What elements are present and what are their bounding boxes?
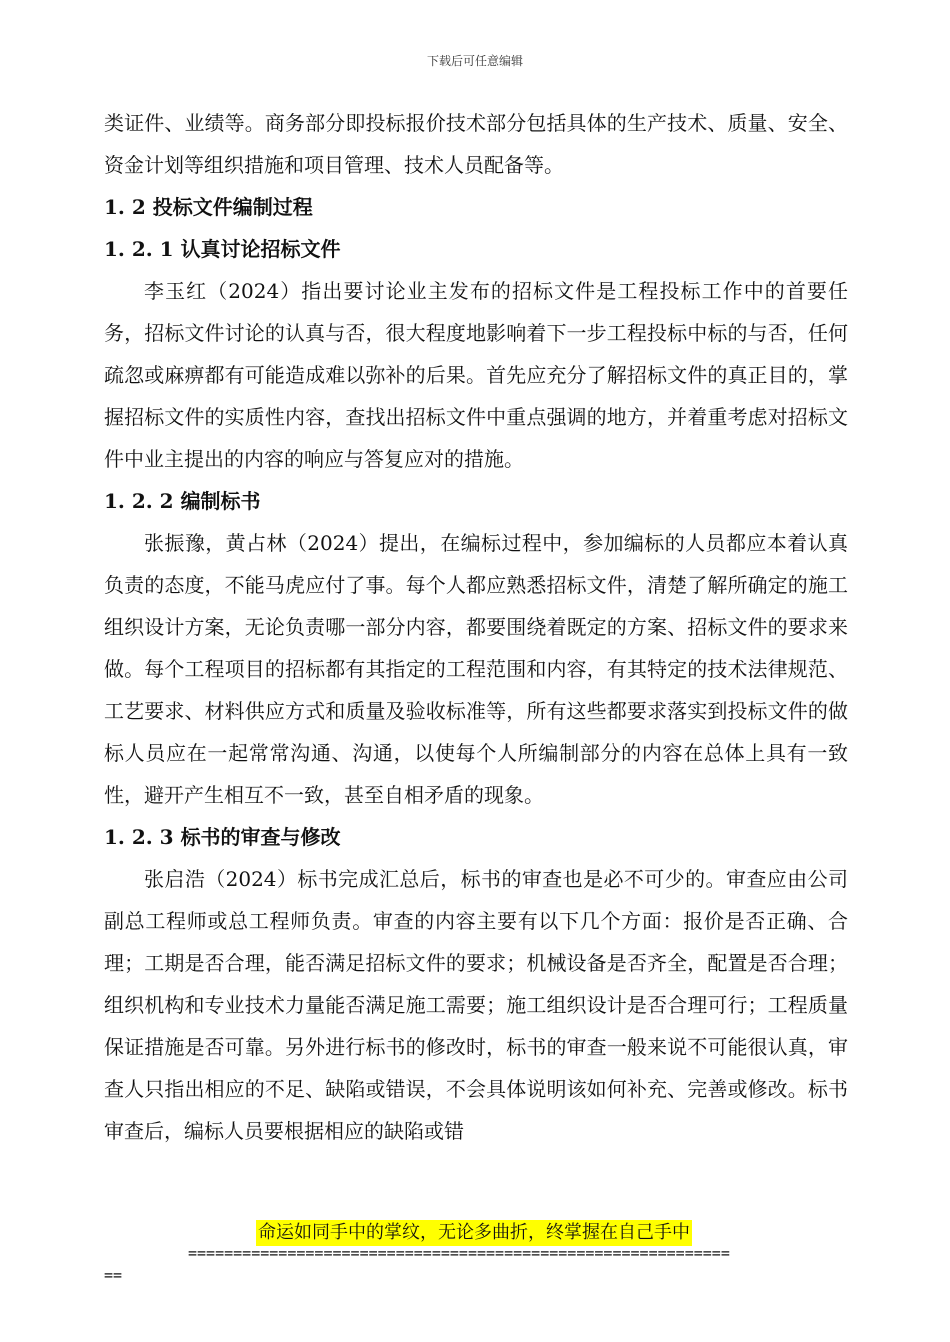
footer-motto: 命运如同手中的掌纹，无论多曲折，终掌握在自己手中: [256, 1220, 692, 1246]
footer-rule-line-end: ==: [104, 1266, 123, 1284]
page-header: 下载后可任意编辑: [426, 54, 523, 68]
section-heading-1-2-2: 1. 2. 2 编制标书: [104, 489, 261, 513]
footer-rule-line: ============================================================: [188, 1244, 730, 1262]
section-heading-1-2: 1. 2 投标文件编制过程: [104, 195, 313, 219]
section-heading-1-2-3: 1. 2. 3 标书的审查与修改: [104, 825, 341, 849]
paragraph-compile-bid: 张振豫，黄占林（2024）提出，在编标过程中，参加编标的人员都应本着认真负责的态度，不能马虎应付了事。每个人都应熟悉招标文件，清楚了解所确定的施工组织设计方案，无论负责哪一部分内容，都要围绕着既定的方案、招标文件的要求来做。每个工程项目的招标都有其指定的工程范围和内容，有其特定的技术法律规范、工艺要求、材料供应方式和质量及验收标准等，所有这些都要求落实到投标文件的做标人员应在一起常常沟通、沟通，以使每个人所编制部分的内容在总体上具有一致性，避开产生相互不一致，甚至自相矛盾的现象。: [104, 531, 848, 807]
paragraph-intro: 类证件、业绩等。商务部分即投标报价技术部分包括具体的生产技术、质量、安全、资金计划等组织措施和项目管理、技术人员配备等。: [104, 111, 848, 177]
section-heading-1-2-1: 1. 2. 1 认真讨论招标文件: [104, 237, 341, 261]
paragraph-discuss-tender: 李玉红（2024）指出要讨论业主发布的招标文件是工程投标工作中的首要任务，招标文件讨论的认真与否，很大程度地影响着下一步工程投标中标的与否，任何疏忽或麻痹都有可能造成难以弥补的后果。首先应充分了解招标文件的真正目的，掌握招标文件的实质性内容，查找出招标文件中重点强调的地方，并着重考虑对招标文件中业主提出的内容的响应与答复应对的措施。: [104, 279, 848, 471]
paragraph-review-bid: 张启浩（2024）标书完成汇总后，标书的审查也是必不可少的。审查应由公司副总工程师或总工程师负责。审查的内容主要有以下几个方面：报价是否正确、合理；工期是否合理，能否满足招标文件的要求；机械设备是否齐全，配置是否合理；组织机构和专业技术力量能否满足施工需要；施工组织设计是否合理可行；工程质量保证措施是否可靠。另外进行标书的修改时，标书的审查一般来说不可能很认真，审查人只指出相应的不足、缺陷或错误，不会具体说明该如何补充、完善或修改。标书审查后，编标人员要根据相应的缺陷或错: [104, 867, 848, 1143]
document-body: [104, 102, 848, 1152]
